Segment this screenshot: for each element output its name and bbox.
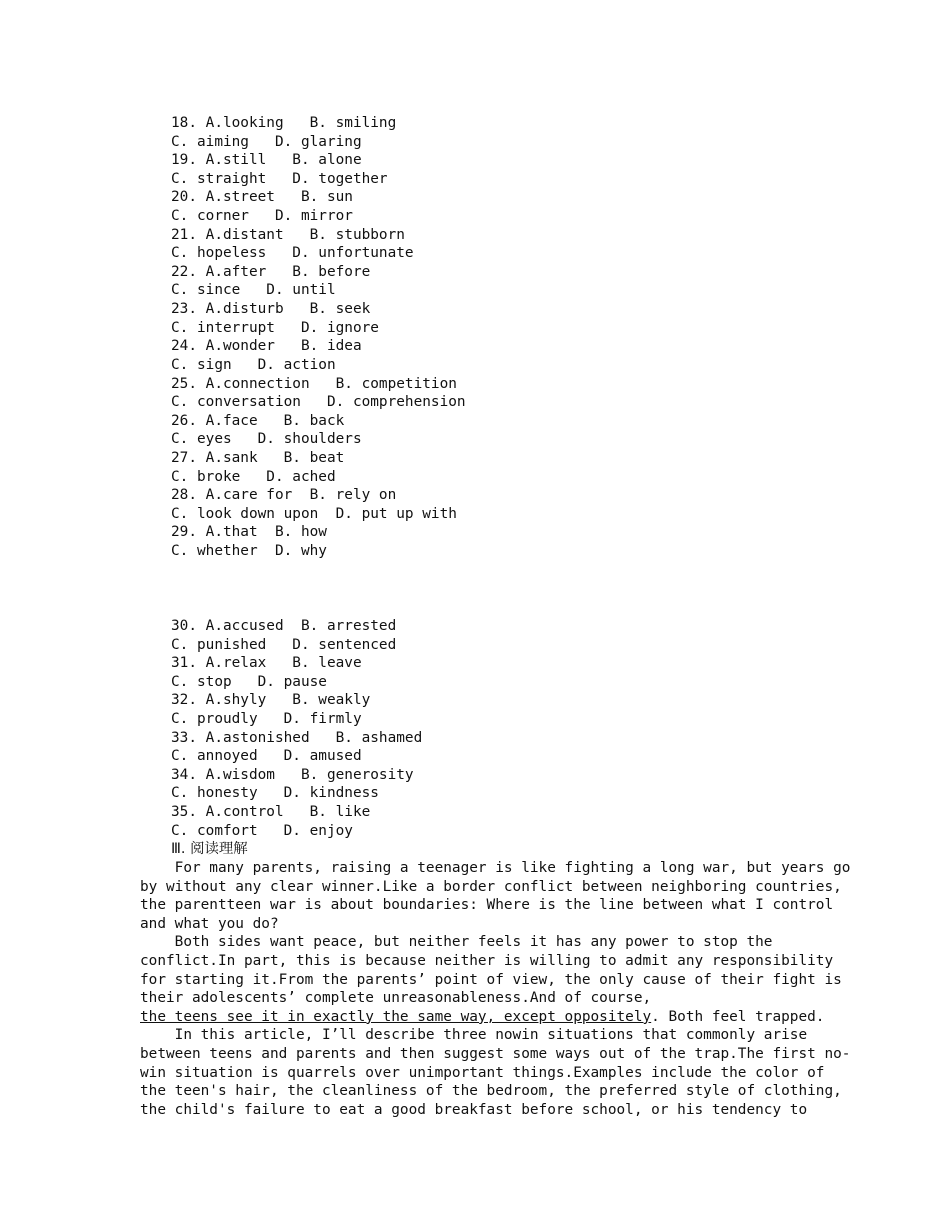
option-line: 30. A.accused B. arrested (171, 618, 397, 634)
passage-line (140, 933, 820, 952)
option-line: 20. A.street B. sun (171, 189, 353, 206)
option-line: 32. A.shyly B. weakly (171, 692, 371, 709)
option-line: 23. A.disturb B. seek (171, 301, 371, 318)
option-line: C. conversation D. comprehension (171, 394, 466, 411)
answer-options-18-29 (171, 114, 466, 561)
reading-passage (140, 859, 851, 1120)
option-line: C. punished D. sentenced (171, 636, 397, 653)
option-line: 25. A.connection B. competition (171, 375, 457, 392)
passage-line (140, 971, 842, 990)
passage-text: In this article, I’ll describe three nowin situations that commonly arise (140, 1027, 808, 1044)
option-line: 26. A.face B. back (171, 412, 345, 429)
passage-text: the parentteen war is about boundaries: Where is the line between what I control (140, 897, 834, 914)
answer-options-30-35 (171, 617, 422, 840)
section-heading: Ⅲ. 阅读理解 (171, 841, 248, 857)
passage-line (140, 878, 842, 897)
option-line: 19. A.still B. alone (171, 152, 362, 169)
passage-line (140, 859, 851, 878)
option-line: 35. A.control B. like (171, 804, 371, 821)
passage-text: by without any clear winner.Like a border conflict between neighboring countries, (140, 878, 842, 895)
option-line: C. annoyed D. amused (171, 748, 362, 765)
passage-text: between teens and parents and then suggest some ways out of the trap.The first no- (140, 1046, 851, 1063)
passage-text: the teen's hair, the cleanliness of the bedroom, the preferred style of clothing, (140, 1083, 842, 1100)
passage-text: For many parents, raising a teenager is like fighting a long war, but years go (140, 860, 851, 876)
passage-text: and what you do? (140, 915, 279, 932)
option-line: C. sign D. action (171, 356, 336, 373)
option-line: C. straight D. together (171, 170, 388, 187)
passage-line (140, 1082, 842, 1101)
option-line: C. look down upon D. put up with (171, 505, 457, 522)
option-line: 29. A.that B. how (171, 524, 327, 541)
option-line: 31. A.relax B. leave (171, 655, 362, 672)
option-line: C. proudly D. firmly (171, 711, 362, 728)
option-line: C. whether D. why (171, 543, 327, 560)
passage-line (140, 952, 834, 971)
option-line: C. corner D. mirror (171, 208, 353, 225)
option-line: C. hopeless D. unfortunate (171, 245, 414, 262)
passage-text: their adolescents’ complete unreasonableness.And of course, (140, 990, 652, 1007)
option-line: 27. A.sank B. beat (171, 449, 345, 466)
passage-line (140, 1064, 825, 1083)
option-line: 33. A.astonished B. ashamed (171, 729, 423, 746)
option-line: 21. A.distant B. stubborn (171, 226, 405, 243)
option-line: 28. A.care for B. rely on (171, 487, 397, 504)
option-line: C. aiming D. glaring (171, 133, 362, 150)
option-line: C. stop D. pause (171, 673, 327, 690)
passage-line (140, 896, 834, 915)
option-line: 18. A.looking B. smiling (171, 115, 397, 131)
passage-line (140, 1101, 820, 1120)
passage-line (140, 989, 820, 1008)
option-line: C. interrupt D. ignore (171, 319, 379, 336)
passage-text: for starting it.From the parents’ point of view, the only cause of their fight is (140, 971, 842, 988)
passage-text: Both sides want peace, but neither feels it has any power to stop the (140, 934, 773, 951)
underlined-phrase: the teens see it in exactly the same way, except oppositely (140, 1008, 652, 1025)
passage-line (140, 1026, 820, 1045)
passage-text: conflict.In part, this is because neither is willing to admit any responsibility (140, 953, 834, 970)
passage-text: the child's failure to eat a good breakfast before school, or his tendency to (140, 1101, 808, 1118)
option-line: C. broke D. ached (171, 468, 336, 485)
option-line: 24. A.wonder B. idea (171, 338, 362, 355)
passage-line (140, 1008, 825, 1027)
option-line: C. eyes D. shoulders (171, 431, 362, 448)
passage-line (140, 915, 820, 934)
option-line: C. honesty D. kindness (171, 785, 379, 802)
passage-line (140, 1045, 851, 1064)
option-line: C. since D. until (171, 282, 336, 299)
option-line: 34. A.wisdom B. generosity (171, 766, 414, 783)
passage-text: . Both feel trapped. (651, 1008, 825, 1025)
passage-text: win situation is quarrels over unimportant things.Examples include the color of (140, 1064, 825, 1081)
option-line: 22. A.after B. before (171, 263, 371, 280)
option-line: C. comfort D. enjoy (171, 822, 353, 839)
